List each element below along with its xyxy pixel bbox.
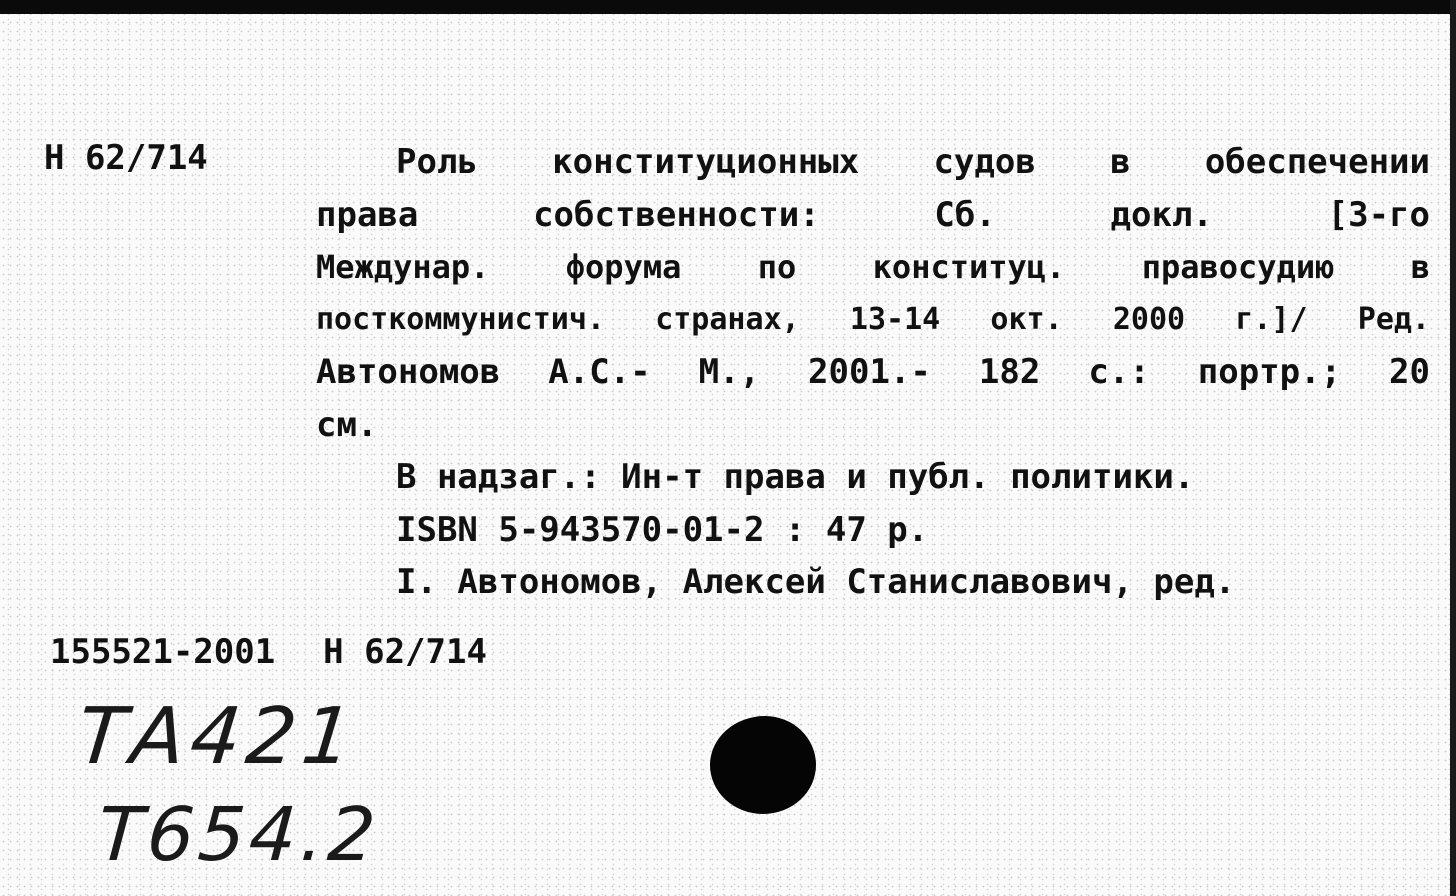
description-line-1: Роль конституционных судов в обеспечении: [396, 142, 1430, 182]
handwritten-code-2: Т654.2: [94, 792, 383, 878]
added-entry-line: I. Автономов, Алексей Станиславович, ред.: [396, 562, 1236, 602]
accession-line: [50, 630, 487, 674]
shelfmark-repeat: Н 62/714: [323, 632, 487, 672]
note-line-1: В надзаг.: Ин-т права и публ. политики.: [396, 457, 1195, 497]
shelfmark: Н 62/714: [44, 138, 208, 178]
punch-hole: [710, 716, 816, 814]
isbn-line: ISBN 5-943570-01-2 : 47 р.: [396, 509, 929, 550]
card-right-edge: [1450, 0, 1456, 896]
description-line-6: см.: [316, 404, 378, 445]
handwritten-code-1: ТА421: [73, 692, 363, 782]
description-line-5: Автономов А.С.- М., 2001.- 182 с.: портр.; 20: [316, 352, 1430, 392]
description-line-3: Междунар. форума по конституц. правосудию в: [316, 248, 1430, 286]
card-top-edge: [0, 0, 1456, 14]
description-line-4: посткоммунистич. странах, 13-14 окт. 2000 г.]/ Ред.: [316, 301, 1430, 337]
accession-number: 155521-2001: [50, 632, 276, 672]
description-line-2: права собственности: Сб. докл. [3-го: [316, 194, 1430, 235]
bibliographic-description: [316, 136, 1430, 609]
